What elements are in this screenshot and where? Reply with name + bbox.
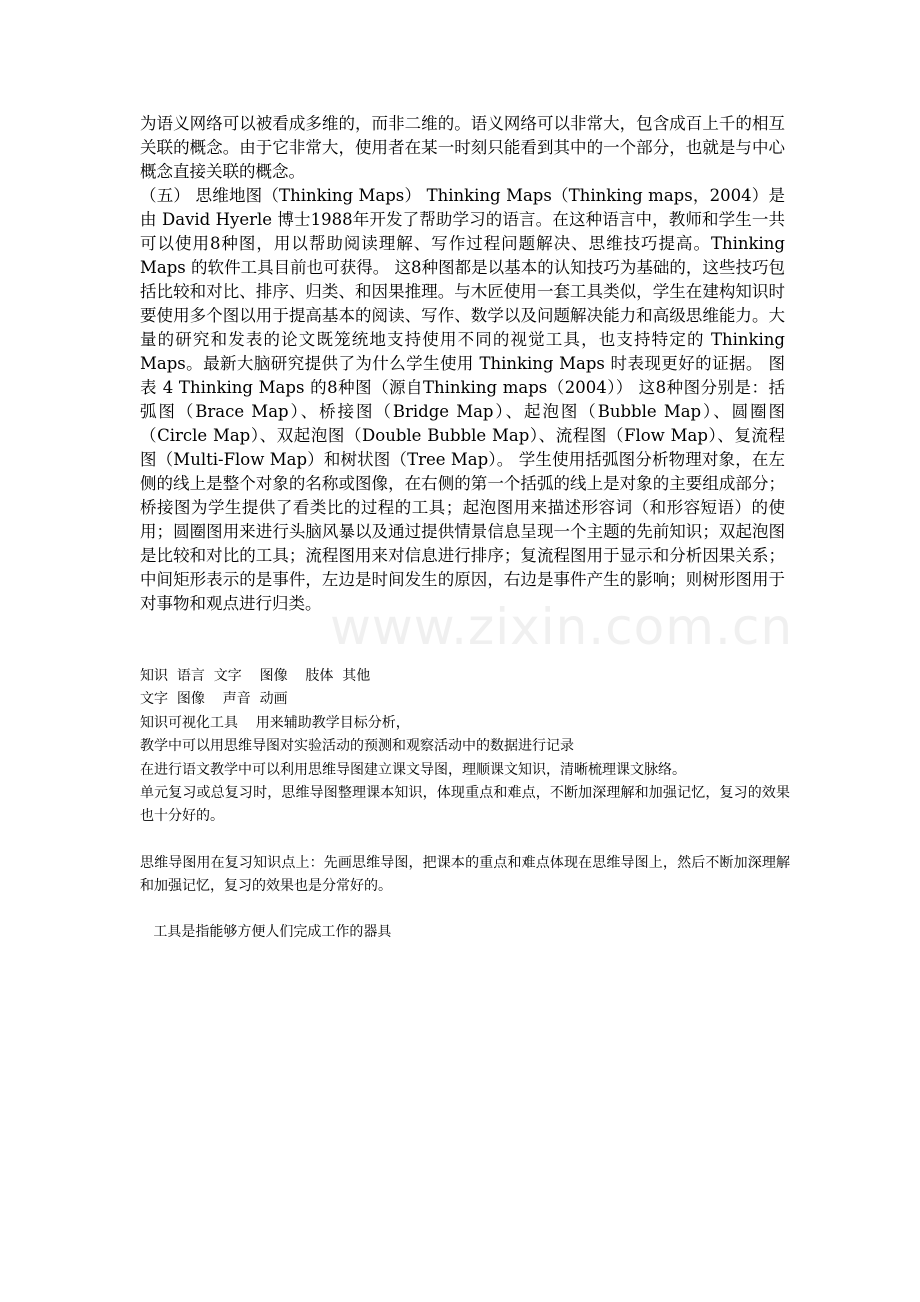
note-line-chinese-teaching: 在进行语文教学中可以利用思维导图建立课文导图，理顺课文知识，清晰梳理课文脉络。 bbox=[140, 761, 686, 778]
watermark-text: www.zixin.com.cn bbox=[330, 598, 794, 656]
paragraph-segment-semantic-network: 为语义网络可以被看成多维的，而非二维的。语义网络可以非常大，包含成百上千的相互关联的概念。由于它非常大，使用者在某一时刻只能看到其中的一个部分，也就是与中心概念直接关联的概念。 bbox=[140, 114, 785, 181]
spacer bbox=[140, 899, 790, 921]
note-line-knowledge-forms: 知识 语言 文字 图像 肢体 其他 bbox=[140, 668, 371, 684]
main-paragraph bbox=[140, 112, 785, 616]
note-line-tool-definition: 工具是指能够方便人们完成工作的器具 bbox=[140, 923, 392, 940]
note-line-unit-review: 单元复习或总复习时，思维导图整理课本知识，体现重点和难点，不断加深理解和加强记忆，复习的效果也十分好的。 bbox=[140, 785, 790, 825]
note-line-visual-tools: 知识可视化工具 用来辅助教学目标分析， bbox=[140, 714, 410, 731]
note-line-review-mindmap: 思维导图用在复习知识点上：先画思维导图，把课本的重点和难点体现在思维导图上，然后不断加深理解和加强记忆，复习的效果也是分常好的。 bbox=[140, 854, 790, 895]
notes-section bbox=[140, 665, 790, 944]
note-line-experiment-recording: 教学中可以用思维导图对实验活动的预测和观察活动中的数据进行记录 bbox=[140, 738, 574, 755]
note-line-media-types: 文字 图像 声音 动画 bbox=[140, 691, 288, 708]
paragraph-segment-thinking-maps: （五） 思维地图（Thinking Maps） Thinking Maps（Thinking maps，2004）是由 David Hyerle 博士1988年开发了帮助学习的语言。在这种语言中，教师和学生一共可以使用8种图，用以帮助阅读理解、写作过程问题解决、思维技巧提高。Thinking Maps 的软件工具目前也可获得。 这8种图都是以基本的认知技巧为基础的，这些技巧包括比较和对比、排序、归类、和因果推理。与木匠使用一套工具类似，学生在建构知识时要使用多个图以用于提高基本的阅读、写作、数学以及问题解决能力和高级思维能力。大量的研究和发表的论文既笼统地支持使用不同的视觉工具，也支持特定的 Thinking Maps。最新大脑研究提供了为什么学生使用 Thinking Maps 时表现更好的证据。 图表 4 Thinking Maps 的8种图（源自Thinking maps（2004）） 这8种图分别是：括弧图（Brace Map）、桥接图（Bridge Map）、起泡图（Bubble Map）、圆圈图（Circle Map）、双起泡图（Double Bubble Map）、流程图（Flow Map）、复流程图（Multi-Flow Map）和树状图（Tree Map）。 学生使用括弧图分析物理对象，在左侧的线上是整个对象的名称或图像，在右侧的第一个括弧的线上是对象的主要组成部分；桥接图为学生提供了看类比的过程的工具；起泡图用来描述形容词（和形容短语）的使用；圆圈图用来进行头脑风暴以及通过提供情景信息呈现一个主题的先前知识；双起泡图是比较和对比的工具；流程图用来对信息进行排序；复流程图用于显示和分析因果关系；中间矩形表示的是事件，左边是时间发生的原因，右边是事件产生的影响；则树形图用于对事物和观点进行归类。 bbox=[140, 186, 785, 613]
spacer bbox=[140, 829, 790, 852]
